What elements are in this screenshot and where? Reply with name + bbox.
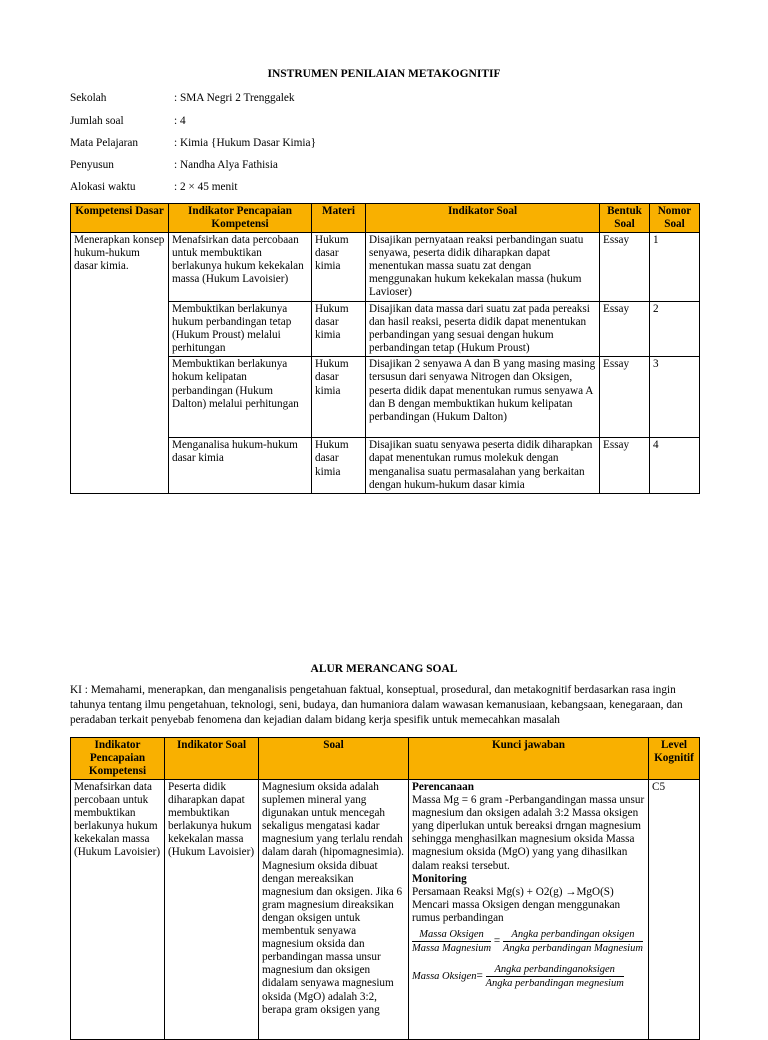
section-title: ALUR MERANCANG SOAL xyxy=(310,663,458,675)
table-row xyxy=(71,780,700,1040)
perencanaan-text: Massa Mg = 6 gram -Perbangandingan massa unsur magnesium dan oksigen adalah 3:2 Massa oksigen yang diperlukan untuk bereaksi drngan magnesium sehingga menghasilkan magnesium oksida Massa magnesium oksida (MgO) yang yang dihasilkan dalam reaksi tersebut. xyxy=(412,794,645,872)
mencari-text: Mencari massa Oksigen dengan menggunakan rumus perbandingan xyxy=(412,898,621,924)
ipk-cell: Menafsirkan data percobaan untuk membuktikan berlakunya hukum kekekalan massa (Hukum Lavoisier) xyxy=(169,233,312,302)
ratio-equation: $\frac{\text{Massa Oksigen}}{\text{Massa Magnesium}}$ = $\frac{\text{Angka perbandingan oksigen}}{\text{Angka perbandingan Magnesium}}$ xyxy=(412,929,643,955)
fraction: $\frac{\text{Angka perbandinganoksigen}}{\text{Angka perbandingan megnesium}}$ xyxy=(485,964,624,990)
soal-cell: Magnesium oksida adalah suplemen mineral yang digunakan untuk mencegah sekaligus mengatasi kadar magnesium yang terlalu rendah dalam darah (hipomagnesimia). Magnesium oksida dibuat dengan mereaksikan magnesium dan oksigen. Jika 6 gram magnesium direaksikan dengan oksigen untuk membentuk senyawa magnesium oksida dan perbandingan massa unsur magnesium dan oksigen didalam senyawa magnesium oksida (MgO) adalah 3:2, berapa gram oksigen yang xyxy=(259,780,409,1040)
table-header-row xyxy=(71,738,700,780)
header-kunci-jawaban: Kunci jawaban xyxy=(409,738,649,780)
monitoring-heading: Monitoring xyxy=(412,872,467,885)
bentuk-soal-cell: Essay xyxy=(600,357,650,438)
info-value: : SMA Negri 2 Trenggalek xyxy=(174,92,295,104)
header-indikator-pencapaian: Indikator Pencapaian Kompetensi xyxy=(71,738,165,780)
header-indikator-soal: Indikator Soal xyxy=(366,204,600,233)
header-indikator-pencapaian: Indikator Pencapaian Kompetensi xyxy=(169,204,312,233)
kompetensi-table xyxy=(70,203,700,494)
info-label: Alokasi waktu xyxy=(70,181,136,193)
indikator-soal-cell: Disajikan pernyataan reaksi perbandingan suatu senyawa, peserta didik diharapkan dapat menentukan massa suatu zat dengan menggunakan hukum kekekalan massa (hukum Lavioser) xyxy=(366,233,600,302)
info-label: Penyusun xyxy=(70,159,114,171)
header-nomor-soal: Nomor Soal xyxy=(650,204,700,233)
info-label: Sekolah xyxy=(70,92,107,104)
materi-cell: Hukum dasar kimia xyxy=(312,357,366,438)
info-value: : Nandha Alya Fathisia xyxy=(174,159,278,171)
ipk-cell: Membuktikan berlakunya hukum perbandingan tetap (Hukum Proust) melalui perhitungan xyxy=(169,302,312,357)
info-value: : 2 × 45 menit xyxy=(174,181,238,193)
indikator-soal-cell: Peserta didik diharapkan dapat membuktikan berlakunya hukum kekekalan massa (Hukum Lavoisier) xyxy=(165,780,259,1040)
indikator-soal-cell: Disajikan 2 senyawa A dan B yang masing masing tersusun dari senyawa Nitrogen dan Oksigen, peserta didik dapat menentukan rumus senyawa A dan B dengan membuktikan hukum kelipatan perbandingan (Hukum Dalton) xyxy=(366,357,600,438)
ki-paragraph: KI : Memahami, menerapkan, dan menganalisis pengetahuan faktual, konseptual, prosedural, dan metakognitif berdasarkan rasa ingin tahunya tentang ilmu pengetahuan, teknologi, seni, budaya, dan humaniora dalam wawasan kemanusiaan, kebangsaan, kenegaraan, dan peradaban terkait penyebab fenomena dan kejadian dalam bidang kerja spesifik untuk memecahkan masalah xyxy=(70,684,683,727)
ipk-cell: Membuktikan berlakunya hokum kelipatan perbandingan (Hukum Dalton) melalui perhitungan xyxy=(169,357,312,438)
nomor-soal-cell: 1 xyxy=(650,233,700,302)
header-indikator-soal: Indikator Soal xyxy=(165,738,259,780)
header-soal: Soal xyxy=(259,738,409,780)
info-value: : Kimia {Hukum Dasar Kimia} xyxy=(174,137,316,149)
mass-equation: Massa Oksigen= $\frac{\text{Angka perbandinganoksigen}}{\text{Angka perbandingan megnesium}}$ xyxy=(412,964,624,990)
materi-cell: Hukum dasar kimia xyxy=(312,438,366,493)
kompetensi-dasar-cell: Menerapkan konsep hukum-hukum dasar kimia. xyxy=(71,233,169,494)
table-row xyxy=(71,233,700,302)
materi-cell: Hukum dasar kimia xyxy=(312,233,366,302)
header-level-kognitif: Level Kognitif xyxy=(649,738,700,780)
bentuk-soal-cell: Essay xyxy=(600,438,650,493)
ipk-cell: Menganalisa hukum-hukum dasar kimia xyxy=(169,438,312,493)
kunci-jawaban-cell xyxy=(409,780,649,1040)
table-header-row xyxy=(71,204,700,233)
reaction-equation: Persamaan Reaksi Mg(s) + O2(g) →MgO(S) xyxy=(412,885,614,898)
header-kompetensi-dasar: Kompetensi Dasar xyxy=(71,204,169,233)
info-value: : 4 xyxy=(174,115,186,127)
ipk-cell: Menafsirkan data percobaan untuk membuktikan berlakunya hukum kekekalan massa (Hukum Lavoisier) xyxy=(71,780,165,1040)
indikator-soal-cell: Disajikan data massa dari suatu zat pada pereaksi dan hasil reaksi, peserta didik dapat menentukan perbandingan yang sesuai dengan hukum perbandingan tetap (Hukum Proust) xyxy=(366,302,600,357)
alur-soal-table xyxy=(70,737,700,1040)
bentuk-soal-cell: Essay xyxy=(600,302,650,357)
nomor-soal-cell: 4 xyxy=(650,438,700,493)
indikator-soal-cell: Disajikan suatu senyawa peserta didik diharapkan dapat menentukan rumus molekuk dengan menganalisa suatu permasalahan yang berkaitan dengan hukum-hukum dasar kimia xyxy=(366,438,600,493)
level-kognitif-cell: C5 xyxy=(649,780,700,1040)
header-bentuk-soal: Bentuk Soal xyxy=(600,204,650,233)
fraction: $\frac{\text{Massa Oksigen}}{\text{Massa Magnesium}}$ xyxy=(412,929,492,955)
info-label: Jumlah soal xyxy=(70,115,124,127)
nomor-soal-cell: 3 xyxy=(650,357,700,438)
materi-cell: Hukum dasar kimia xyxy=(312,302,366,357)
page-title: INSTRUMEN PENILAIAN METAKOGNITIF xyxy=(267,68,501,80)
bentuk-soal-cell: Essay xyxy=(600,233,650,302)
nomor-soal-cell: 2 xyxy=(650,302,700,357)
info-label: Mata Pelajaran xyxy=(70,137,139,149)
header-materi: Materi xyxy=(312,204,366,233)
perencanaan-heading: Perencanaan xyxy=(412,781,474,793)
fraction: $\frac{\text{Angka perbandingan oksigen}}{\text{Angka perbandingan Magnesium}}$ xyxy=(502,929,643,955)
